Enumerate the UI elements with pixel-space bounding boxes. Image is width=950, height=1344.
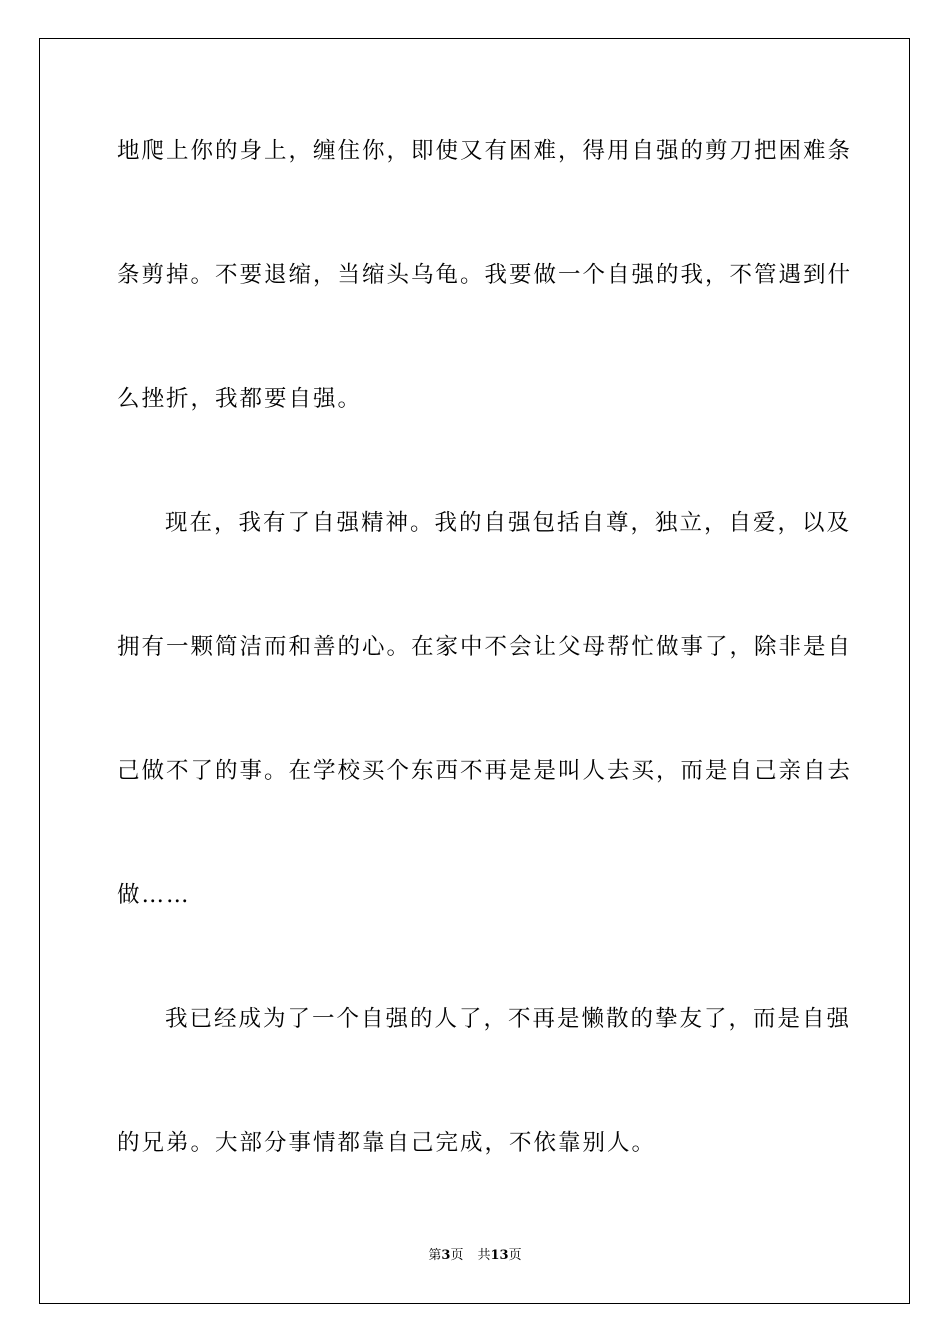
total-pages: 13 — [490, 1248, 509, 1263]
page-number: 3 — [441, 1248, 451, 1263]
text-line: 现在，我有了自强精神。我的自强包括自尊，独立，自爱，以及 — [165, 510, 852, 536]
text-line: 么挫折，我都要自强。 — [117, 386, 363, 412]
document-body — [117, 120, 853, 1174]
paragraph — [117, 988, 852, 1174]
text-line: 我已经成为了一个自强的人了，不再是懒散的挚友了，而是自强 — [165, 1006, 852, 1032]
paragraph — [117, 492, 853, 926]
total-suffix: 页 — [508, 1248, 522, 1263]
text-line: 做…… — [117, 882, 191, 908]
text-line: 拥有一颗简洁而和善的心。在家中不会让父母帮忙做事了，除非是自 — [117, 634, 853, 660]
page-suffix: 页 — [450, 1248, 464, 1263]
page-footer — [0, 1246, 950, 1266]
paragraph — [117, 120, 853, 430]
text-line: 的兄弟。大部分事情都靠自己完成，不依靠别人。 — [117, 1130, 657, 1156]
total-prefix: 共 — [477, 1248, 491, 1263]
page-prefix: 第 — [428, 1248, 442, 1263]
text-line: 己做不了的事。在学校买个东西不再是是叫人去买，而是自己亲自去 — [117, 758, 853, 784]
text-line: 地爬上你的身上，缠住你，即使又有困难，得用自强的剪刀把困难条 — [117, 138, 853, 164]
text-line: 条剪掉。不要退缩，当缩头乌龟。我要做一个自强的我，不管遇到什 — [117, 262, 853, 288]
